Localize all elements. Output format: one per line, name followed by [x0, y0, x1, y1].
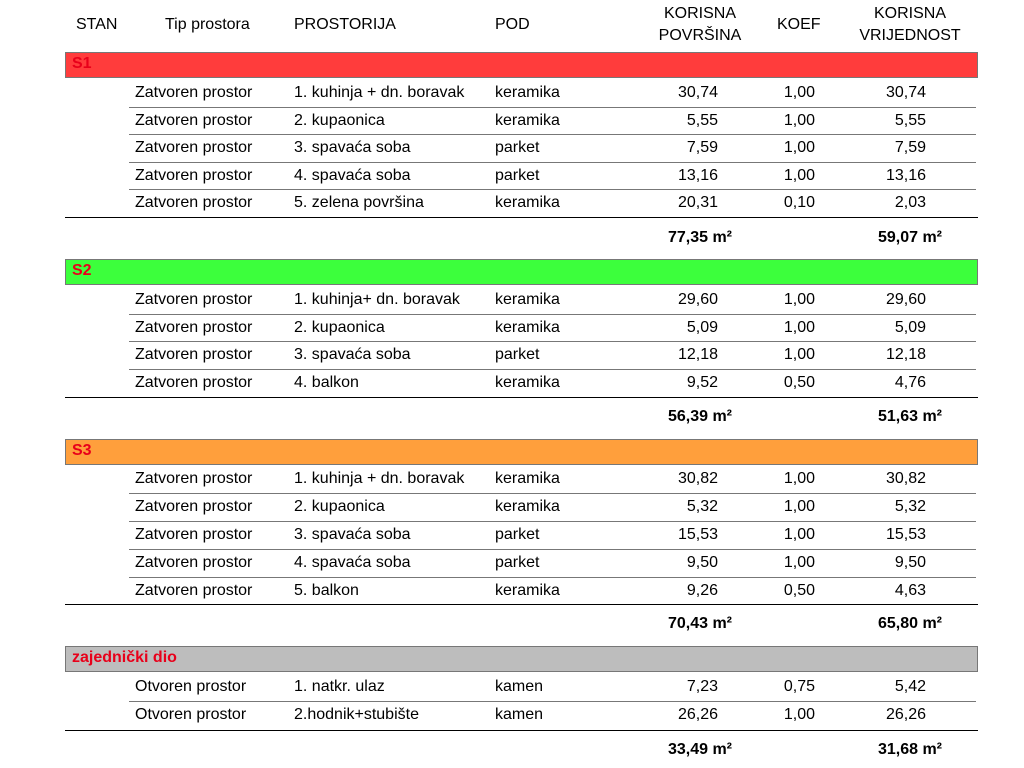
- cell-korisna-vrijednost: 15,53: [885, 526, 926, 543]
- cell-korisna-vrijednost: 5,55: [894, 111, 926, 129]
- section-header: [65, 52, 978, 78]
- section-header: [65, 259, 978, 285]
- cell-korisna-povrsina: 13,16: [677, 166, 718, 184]
- header-korisna-povrsina-line1: KORISNA: [663, 5, 736, 22]
- table-row: [0, 315, 1024, 342]
- cell-tip-prostora: Otvoren prostor: [135, 706, 247, 723]
- cell-tip-prostora: Zatvoren prostor: [135, 346, 253, 364]
- header-stan: STAN: [76, 16, 118, 33]
- cell-korisna-povrsina: 29,60: [677, 291, 718, 308]
- cell-korisna-vrijednost: 5,09: [894, 318, 926, 336]
- cell-korisna-vrijednost: 7,59: [894, 139, 926, 157]
- cell-prostorija: 2.hodnik+stubište: [294, 706, 419, 723]
- cell-korisna-povrsina: 9,26: [686, 582, 718, 599]
- cell-tip-prostora: Otvoren prostor: [135, 678, 247, 695]
- cell-korisna-povrsina: 5,32: [686, 498, 718, 515]
- cell-pod: parket: [495, 346, 540, 364]
- table-row: [0, 550, 1024, 577]
- cell-prostorija: 1. kuhinja + dn. boravak: [294, 470, 465, 487]
- total-korisna-povrsina: 77,35 m²: [667, 229, 732, 246]
- cell-korisna-vrijednost: 26,26: [885, 706, 926, 723]
- cell-pod: parket: [495, 526, 540, 543]
- table-row: [0, 522, 1024, 549]
- cell-pod: kamen: [495, 678, 544, 695]
- cell-tip-prostora: Zatvoren prostor: [135, 194, 253, 212]
- cell-korisna-vrijednost: 2,03: [894, 194, 926, 212]
- cell-koef: 1,00: [783, 470, 815, 487]
- total-korisna-vrijednost: 51,63 m²: [877, 408, 942, 425]
- cell-korisna-vrijednost: 12,18: [885, 346, 926, 364]
- cell-korisna-vrijednost: 30,82: [885, 470, 926, 487]
- cell-korisna-povrsina: 26,26: [677, 706, 718, 723]
- section-label: S3: [72, 442, 92, 459]
- cell-korisna-povrsina: 30,82: [677, 470, 718, 487]
- cell-pod: keramika: [495, 498, 560, 515]
- section-divider: [65, 730, 978, 731]
- cell-tip-prostora: Zatvoren prostor: [135, 111, 253, 129]
- cell-tip-prostora: Zatvoren prostor: [135, 84, 253, 101]
- cell-prostorija: 4. spavaća soba: [294, 166, 411, 184]
- table-row: [0, 702, 1024, 729]
- cell-korisna-vrijednost: 4,63: [894, 582, 926, 599]
- table-row: [0, 578, 1024, 605]
- section-divider: [65, 604, 978, 605]
- cell-prostorija: 4. balkon: [294, 373, 359, 391]
- cell-prostorija: 5. zelena površina: [294, 194, 424, 212]
- cell-koef: 1,00: [783, 84, 815, 101]
- section-label: S2: [72, 262, 92, 279]
- section-header: [65, 646, 978, 672]
- cell-korisna-povrsina: 12,18: [677, 346, 718, 364]
- cell-korisna-vrijednost: 4,76: [894, 373, 926, 391]
- cell-koef: 1,00: [783, 139, 815, 157]
- cell-korisna-vrijednost: 5,42: [894, 678, 926, 695]
- table-row: [0, 80, 1024, 107]
- section-header: [65, 439, 978, 465]
- total-korisna-povrsina: 33,49 m²: [667, 741, 732, 758]
- section-divider: [65, 397, 978, 398]
- header-korisna-vrijednost-line1: KORISNA: [873, 5, 946, 22]
- cell-tip-prostora: Zatvoren prostor: [135, 582, 253, 599]
- cell-prostorija: 2. kupaonica: [294, 498, 385, 515]
- cell-koef: 1,00: [783, 291, 815, 308]
- cell-tip-prostora: Zatvoren prostor: [135, 498, 253, 515]
- cell-prostorija: 3. spavaća soba: [294, 346, 411, 364]
- cell-korisna-povrsina: 7,59: [686, 139, 718, 157]
- cell-tip-prostora: Zatvoren prostor: [135, 554, 253, 571]
- header-korisna-povrsina-line2: POVRŠINA: [658, 27, 742, 44]
- table-row: [0, 287, 1024, 314]
- cell-prostorija: 1. kuhinja + dn. boravak: [294, 84, 465, 101]
- cell-pod: keramika: [495, 111, 560, 129]
- cell-koef: 1,00: [783, 166, 815, 184]
- cell-prostorija: 1. natkr. ulaz: [294, 678, 385, 695]
- cell-pod: keramika: [495, 582, 560, 599]
- table-row: [0, 342, 1024, 369]
- cell-tip-prostora: Zatvoren prostor: [135, 526, 253, 543]
- cell-prostorija: 3. spavaća soba: [294, 526, 411, 543]
- cell-koef: 0,50: [783, 373, 815, 391]
- cell-tip-prostora: Zatvoren prostor: [135, 373, 253, 391]
- table-row: [0, 190, 1024, 217]
- cell-korisna-vrijednost: 13,16: [885, 166, 926, 184]
- total-korisna-povrsina: 70,43 m²: [667, 615, 732, 632]
- cell-pod: keramika: [495, 194, 560, 212]
- table-row: [0, 370, 1024, 397]
- cell-prostorija: 5. balkon: [294, 582, 359, 599]
- cell-tip-prostora: Zatvoren prostor: [135, 139, 253, 157]
- total-korisna-vrijednost: 59,07 m²: [877, 229, 942, 246]
- cell-pod: kamen: [495, 706, 544, 723]
- total-korisna-vrijednost: 31,68 m²: [877, 741, 942, 758]
- cell-prostorija: 4. spavaća soba: [294, 554, 411, 571]
- cell-koef: 1,00: [783, 318, 815, 336]
- cell-prostorija: 2. kupaonica: [294, 111, 385, 129]
- cell-tip-prostora: Zatvoren prostor: [135, 166, 253, 184]
- cell-koef: 1,00: [783, 554, 815, 571]
- cell-korisna-povrsina: 15,53: [677, 526, 718, 543]
- table-row: [0, 135, 1024, 162]
- cell-korisna-vrijednost: 5,32: [894, 498, 926, 515]
- table-row: [0, 466, 1024, 493]
- cell-tip-prostora: Zatvoren prostor: [135, 318, 253, 336]
- header-pod: POD: [495, 16, 530, 33]
- cell-koef: 0,50: [783, 582, 815, 599]
- cell-koef: 1,00: [783, 346, 815, 364]
- header-korisna-vrijednost: [845, 3, 975, 47]
- cell-korisna-povrsina: 9,52: [686, 373, 718, 391]
- header-korisna-vrijednost-line2: VRIJEDNOST: [859, 27, 961, 44]
- cell-koef: 1,00: [783, 111, 815, 129]
- cell-tip-prostora: Zatvoren prostor: [135, 291, 253, 308]
- section-divider: [65, 217, 978, 218]
- cell-koef: 1,00: [783, 706, 815, 723]
- cell-pod: keramika: [495, 84, 560, 101]
- cell-pod: parket: [495, 554, 540, 571]
- cell-pod: keramika: [495, 318, 560, 336]
- cell-korisna-vrijednost: 30,74: [885, 84, 926, 101]
- cell-pod: parket: [495, 139, 540, 157]
- table-row: [0, 494, 1024, 521]
- cell-koef: 1,00: [783, 498, 815, 515]
- cell-korisna-povrsina: 7,23: [686, 678, 718, 695]
- cell-korisna-povrsina: 9,50: [686, 554, 718, 571]
- section-label: zajednički dio: [72, 649, 177, 666]
- cell-koef: 1,00: [783, 526, 815, 543]
- cell-korisna-povrsina: 20,31: [677, 194, 718, 212]
- total-korisna-povrsina: 56,39 m²: [667, 408, 732, 425]
- cell-tip-prostora: Zatvoren prostor: [135, 470, 253, 487]
- cell-prostorija: 2. kupaonica: [294, 318, 385, 336]
- cell-korisna-povrsina: 5,09: [686, 318, 718, 336]
- cell-pod: keramika: [495, 373, 560, 391]
- section-label: S1: [72, 55, 92, 72]
- cell-pod: parket: [495, 166, 540, 184]
- cell-prostorija: 3. spavaća soba: [294, 139, 411, 157]
- cell-pod: keramika: [495, 470, 560, 487]
- cell-korisna-vrijednost: 29,60: [885, 291, 926, 308]
- cell-korisna-vrijednost: 9,50: [894, 554, 926, 571]
- header-tip-prostora: Tip prostora: [165, 16, 250, 33]
- cell-prostorija: 1. kuhinja+ dn. boravak: [294, 291, 460, 308]
- table-row: [0, 163, 1024, 190]
- header-korisna-povrsina: [640, 3, 760, 47]
- cell-korisna-povrsina: 5,55: [686, 111, 718, 129]
- cell-koef: 0,75: [783, 678, 815, 695]
- cell-koef: 0,10: [783, 194, 815, 212]
- header-prostorija: PROSTORIJA: [294, 16, 396, 33]
- table-row: [0, 674, 1024, 701]
- table-row: [0, 108, 1024, 135]
- cell-pod: keramika: [495, 291, 560, 308]
- total-korisna-vrijednost: 65,80 m²: [877, 615, 942, 632]
- cell-korisna-povrsina: 30,74: [677, 84, 718, 101]
- header-koef: KOEF: [777, 16, 821, 33]
